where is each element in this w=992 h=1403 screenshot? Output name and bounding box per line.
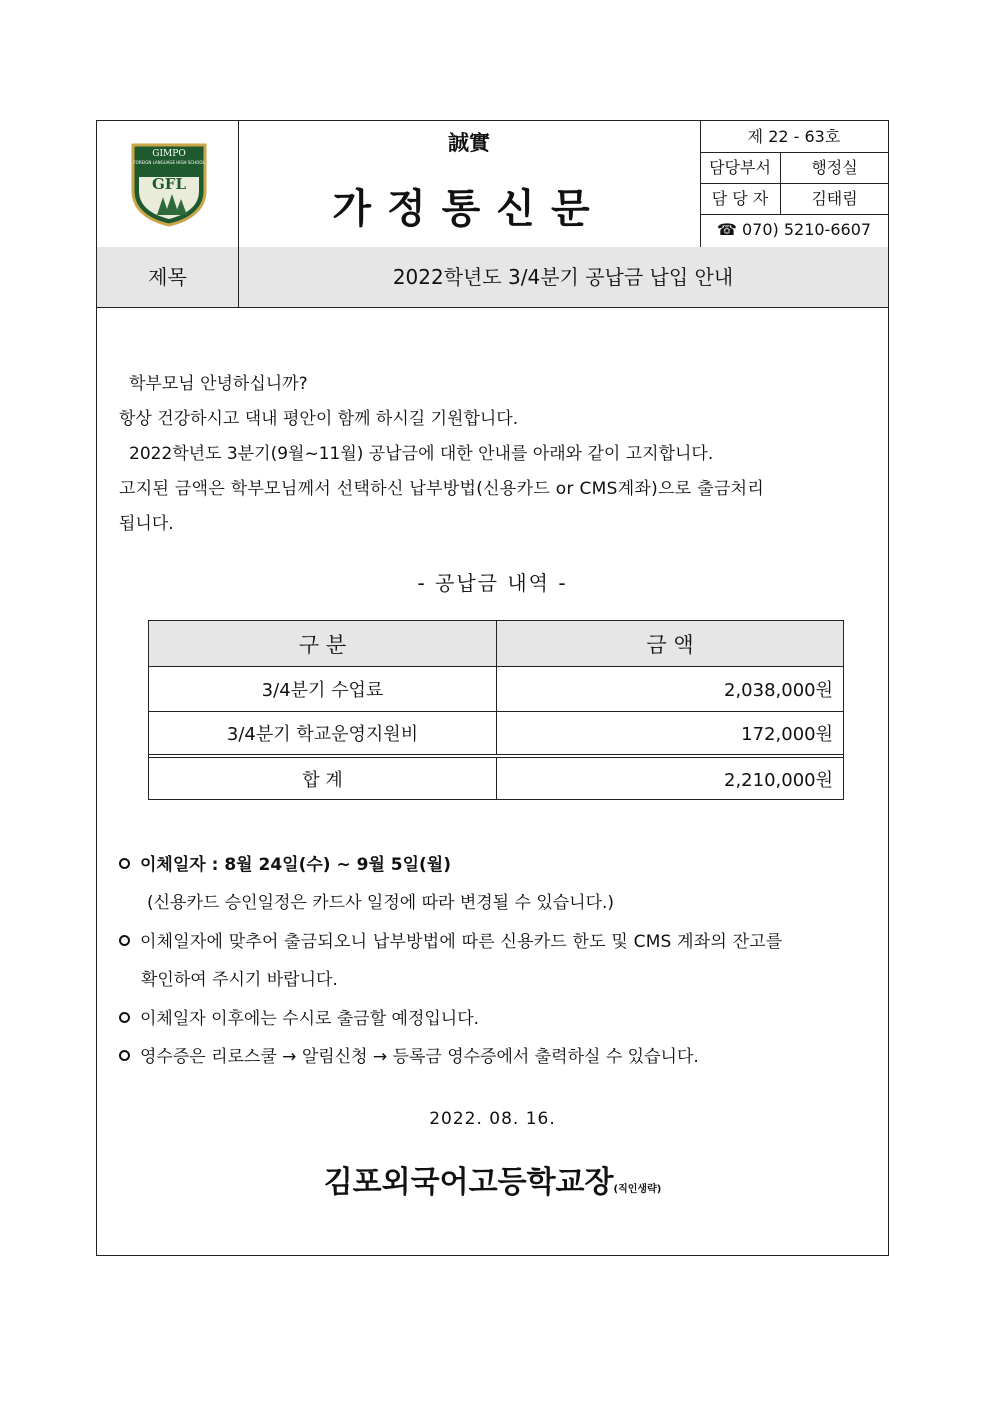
circle-bullet-icon [119,858,130,869]
note-item [119,1004,479,1029]
note-sub: (신용카드 승인일정은 카드사 일정에 따라 변경될 수 있습니다.) [147,893,615,913]
total-label: 합 계 [149,758,497,799]
logo-cell [97,121,239,247]
table-header-item: 구 분 [149,621,497,666]
body-line: 고지된 금액은 학부모님께서 선택하신 납부방법(신용카드 or CMS계좌)으로 출금처리 [119,479,765,499]
note-sub: 확인하여 주시기 바랍니다. [141,970,338,990]
person-row [700,183,888,215]
title-cell [238,121,701,247]
phone-icon: ☎ [716,220,737,239]
seal-note: (직인생략) [613,1184,662,1195]
logo-text-main: GFL [151,175,187,193]
circle-bullet-icon [119,935,130,946]
row-item: 3/4분기 학교운영지원비 [149,711,497,754]
logo-text-top: GIMPO [152,149,186,159]
note-item [119,927,783,952]
dept-label: 담당부서 [700,152,781,183]
doc-number: 제 22 - 63호 [700,121,888,153]
circle-bullet-icon [119,1012,130,1023]
person-label: 담 당 자 [700,183,781,214]
phone-number: 070) 5210-6607 [741,220,872,239]
issue-date: 2022. 08. 16. [429,1109,556,1129]
subject-text: 2022학년도 3/4분기 공납금 납입 안내 [392,265,734,289]
table-row [149,666,843,712]
signature [97,1157,888,1201]
person-value: 김태림 [811,189,858,208]
table-total-row [149,758,843,799]
table-row [149,711,843,758]
doc-info [700,121,888,247]
dept-row [700,152,888,184]
note-item [119,850,451,875]
note-item [119,1042,699,1067]
dept-value: 행정실 [811,158,858,177]
notice-document [96,120,889,1256]
fee-table [148,620,844,800]
row-amount: 172,000원 [741,723,833,745]
body-line: 항상 건강하시고 댁내 평안이 함께 하시길 기원합니다. [119,409,519,429]
note-text: 이체일자에 맞추어 출금되오니 납부방법에 따른 신용카드 한도 및 CMS 계좌의 잔고를 [140,932,783,952]
header [97,121,888,248]
signer-name: 김포외국어고등학교장 [323,1165,614,1200]
logo-text-sub: FOREIGN LANGUAGE HIGH SCHOOL [133,160,205,165]
table-title: - 공납금 내역 - [417,571,568,595]
motto: 誠實 [448,130,490,155]
total-amount: 2,210,000원 [724,769,833,791]
greeting-line: 학부모님 안녕하십니까? [129,374,308,394]
subject-label: 제목 [97,247,239,307]
school-logo [129,141,209,227]
note-text: 이체일자 : 8월 24일(수) ~ 9월 5일(월) [140,855,451,875]
note-text: 이체일자 이후에는 수시로 출금할 예정입니다. [140,1009,480,1029]
phone-row [700,214,888,246]
page-title: 가정통신문 [332,186,606,232]
table-header-amount: 금 액 [646,632,694,657]
table-header-row [149,621,843,667]
body-line: 됩니다. [119,514,174,534]
row-item: 3/4분기 수업료 [149,666,497,711]
body-line: 2022학년도 3분기(9월~11월) 공납금에 대한 안내를 아래와 같이 고지합니다. [129,444,714,464]
circle-bullet-icon [119,1050,130,1061]
subject-row [97,247,888,308]
note-text: 영수증은 리로스쿨 → 알림신청 → 등록금 영수증에서 출력하실 수 있습니다. [140,1047,699,1067]
row-amount: 2,038,000원 [724,679,833,701]
